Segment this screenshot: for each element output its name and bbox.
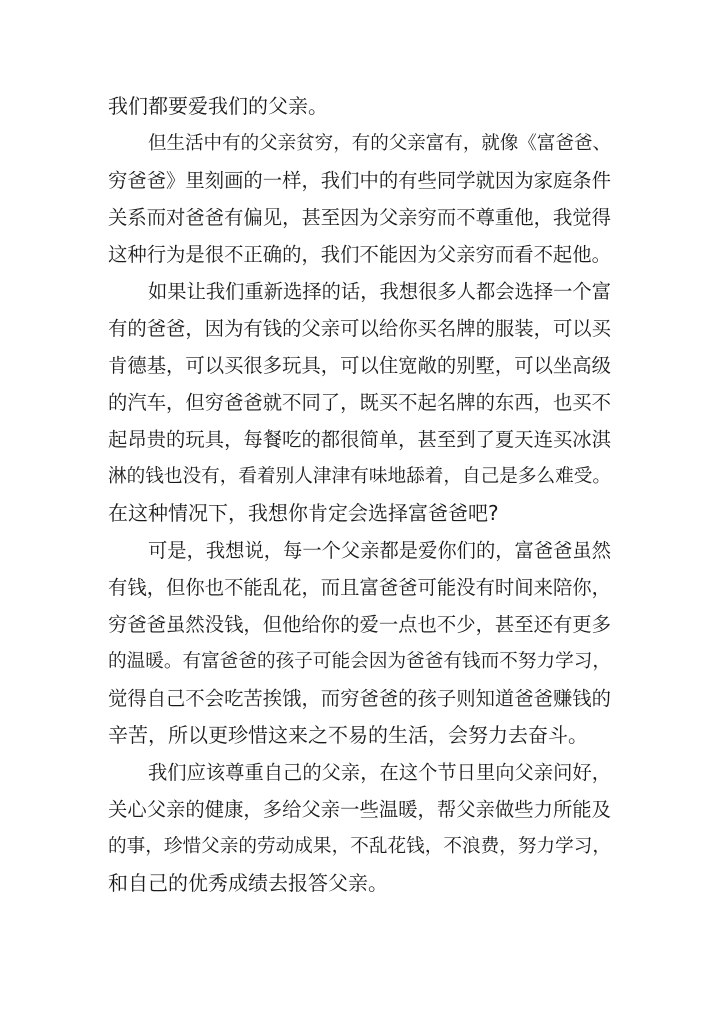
text-line: 在这种情况下，我想你肯定会选择富爸爸吧? [108,501,499,525]
text-line: 穷爸爸》里刻画的一样，我们中的有些同学就因为家庭条件 [108,169,611,192]
text-line: 关系而对爸爸有偏见，甚至因为父亲穷而不尊重他，我觉得 [108,206,611,229]
text-line: 起昂贵的玩具，每餐吃的都很简单，甚至到了夏天连买冰淇 [108,428,611,451]
document-body [108,88,611,902]
text-line: 的温暖。有富爸爸的孩子可能会因为爸爸有钱而不努力学习， [108,651,611,672]
text-line: 关心父亲的健康，多给父亲一些温暖，帮父亲做些力所能及 [108,798,611,821]
text-line: 有钱，但你也不能乱花，而且富爸爸可能没有时间来陪你， [108,576,611,599]
text-line: 的汽车，但穷爸爸就不同了，既买不起名牌的东西，也买不 [108,391,611,414]
text-line: 我们都要爱我们的父亲。 [108,94,328,118]
text-line: 我们应该尊重自己的父亲，在这个节日里向父亲问好， [148,761,611,784]
text-line: 穷爸爸虽然没钱，但他给你的爱一点也不少，甚至还有更多 [108,613,611,636]
text-line: 但生活中有的父亲贫穷，有的父亲富有，就像《富爸爸、 [148,133,611,154]
text-line: 有的爸爸，因为有钱的父亲可以给你买名牌的服装，可以买 [108,317,611,340]
text-line: 淋的钱也没有，看着别人津津有味地舔着，自己是多么难受。 [108,466,611,487]
text-line: 辛苦，所以更珍惜这来之不易的生活，会努力去奋斗。 [108,723,588,747]
text-line: 这种行为是很不正确的，我们不能因为父亲穷而看不起他。 [108,243,611,266]
text-line: 的事，珍惜父亲的劳动成果，不乱花钱，不浪费，努力学习， [108,836,611,857]
text-line: 肯德基，可以买很多玩具，可以住宽敞的别墅，可以坐高级 [108,354,611,377]
text-line: 可是，我想说，每一个父亲都是爱你们的，富爸爸虽然 [148,539,611,562]
text-line: 和自己的优秀成绩去报答父亲。 [108,871,388,895]
text-line: 觉得自己不会吃苦挨饿，而穷爸爸的孩子则知道爸爸赚钱的 [108,687,611,710]
text-line: 如果让我们重新选择的话，我想很多人都会选择一个富 [148,280,611,303]
